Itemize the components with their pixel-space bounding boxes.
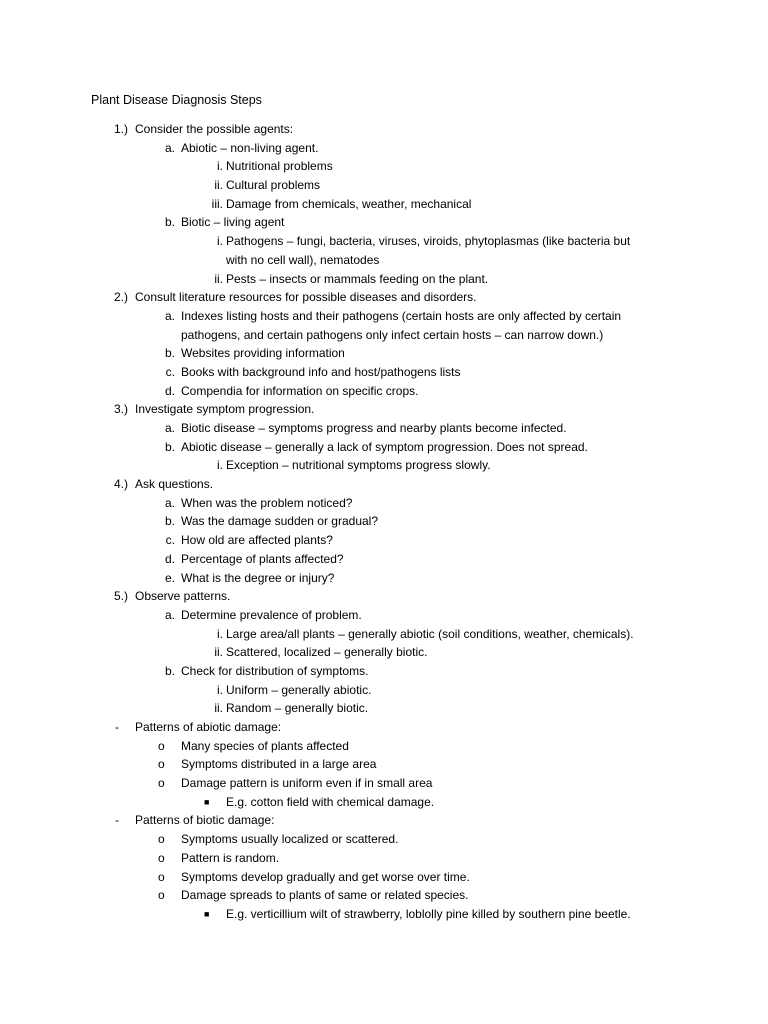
outline-item-text: What is the degree or injury? (181, 570, 335, 585)
outline-item-text: E.g. cotton field with chemical damage. (226, 794, 435, 809)
outline-item (0, 326, 768, 345)
outline-item (0, 905, 768, 924)
outline-item (0, 157, 768, 176)
outline-item (0, 251, 768, 270)
outline-item (0, 382, 768, 401)
list-marker: a. (164, 308, 175, 323)
list-marker: c. (165, 364, 175, 379)
list-marker: ii. (214, 645, 223, 660)
outline-item-text: E.g. verticillium wilt of strawberry, loblolly pine killed by southern pine beetle. (226, 906, 631, 921)
list-marker: iii. (211, 196, 223, 211)
list-marker: o (158, 888, 165, 903)
outline-item-text: Symptoms develop gradually and get worse over time. (181, 869, 470, 884)
list-marker: i. (217, 626, 223, 641)
outline-item-text: Abiotic – non-living agent. (181, 140, 319, 155)
outline-item (0, 270, 768, 289)
list-marker: 4.) (113, 477, 128, 492)
outline-list (0, 120, 768, 924)
list-marker: i. (217, 159, 223, 174)
list-marker: - (115, 720, 119, 734)
outline-item (0, 494, 768, 513)
outline-item (0, 755, 768, 774)
outline-item (0, 606, 768, 625)
outline-item (0, 120, 768, 139)
outline-item-text: Determine prevalence of problem. (181, 607, 362, 622)
outline-item-text: Large area/all plants – generally abiotic (soil conditions, weather, chemicals). (226, 626, 634, 641)
outline-item-text: Exception – nutritional symptoms progress slowly. (226, 458, 491, 473)
list-marker: a. (164, 421, 175, 435)
list-marker: b. (164, 215, 175, 230)
outline-item (0, 512, 768, 531)
outline-item-text: Compendia for information on specific crops. (181, 383, 419, 398)
outline-item-text: Symptoms usually localized or scattered. (181, 832, 399, 847)
outline-item-text: How old are affected plants? (181, 533, 333, 548)
list-marker: - (115, 813, 119, 828)
outline-item (0, 643, 768, 662)
outline-item (0, 550, 768, 569)
list-marker: o (158, 757, 165, 772)
outline-item-text: Observe patterns. (135, 589, 231, 604)
list-marker: 5.) (113, 589, 128, 604)
document-title: Plant Disease Diagnosis Steps (91, 93, 262, 107)
outline-item-text: Biotic – living agent (181, 215, 285, 230)
list-marker: a. (164, 495, 175, 510)
outline-item (0, 419, 768, 438)
outline-item (0, 849, 768, 868)
list-marker: i. (217, 234, 223, 249)
list-marker: a. (164, 140, 175, 155)
outline-item-text: Was the damage sudden or gradual? (181, 514, 379, 529)
outline-item (0, 587, 768, 606)
outline-item (0, 176, 768, 195)
list-marker: d. (164, 551, 175, 566)
outline-item-text: When was the problem noticed? (181, 495, 353, 510)
outline-item-text: Check for distribution of symptoms. (181, 663, 369, 678)
list-marker: i. (217, 458, 223, 473)
outline-item (0, 139, 768, 158)
list-marker: ■ (204, 908, 210, 919)
outline-item-text: pathogens, and certain pathogens only infect certain hosts – can narrow down.) (181, 327, 604, 342)
outline-item (0, 475, 768, 494)
outline-item (0, 681, 768, 700)
outline-item (0, 213, 768, 232)
outline-item-text: Damage spreads to plants of same or related species. (181, 888, 469, 903)
outline-item-text: Damage pattern is uniform even if in small area (181, 776, 433, 791)
list-marker: o (158, 738, 165, 753)
outline-item-text: Pests – insects or mammals feeding on the plant. (226, 271, 489, 286)
outline-item-text: Biotic disease – symptoms progress and nearby plants become infected. (181, 421, 567, 435)
list-marker: b. (164, 439, 175, 454)
list-marker: b. (164, 663, 175, 678)
outline-item (0, 868, 768, 887)
list-marker: ■ (204, 796, 210, 807)
outline-item (0, 438, 768, 457)
outline-item-text: Pathogens – fungi, bacteria, viruses, viroids, phytoplasmas (like bacteria but (226, 234, 631, 249)
outline-item (0, 307, 768, 326)
outline-item-text: Ask questions. (135, 477, 214, 492)
outline-item-text: Abiotic disease – generally a lack of symptom progression. Does not spread. (181, 439, 588, 454)
list-marker: ii. (214, 178, 223, 193)
outline-item-text: Symptoms distributed in a large area (181, 757, 377, 772)
outline-item-text: Indexes listing hosts and their pathogens (certain hosts are only affected by certain (181, 308, 622, 323)
outline-item-text: Patterns of abiotic damage: (135, 720, 282, 734)
outline-item-text: Consult literature resources for possible diseases and disorders. (135, 290, 477, 305)
list-marker: o (158, 869, 165, 884)
list-marker: e. (164, 570, 175, 585)
outline-item-text: Scattered, localized – generally biotic. (226, 645, 428, 660)
outline-item (0, 793, 768, 812)
list-marker: 2.) (113, 290, 128, 305)
list-marker: d. (164, 383, 175, 398)
list-marker: o (158, 832, 165, 847)
list-marker: a. (164, 607, 175, 622)
outline-item-text: Cultural problems (226, 178, 321, 193)
outline-item (0, 699, 768, 718)
list-marker: b. (164, 346, 175, 361)
outline-item-text: Consider the possible agents: (135, 122, 294, 136)
outline-item-text: Percentage of plants affected? (181, 551, 344, 566)
outline-item (0, 886, 768, 905)
outline-item-text: Pattern is random. (181, 850, 280, 865)
list-marker: ii. (214, 701, 223, 716)
outline-item-text: Investigate symptom progression. (135, 402, 315, 417)
outline-item-text: Uniform – generally abiotic. (226, 682, 372, 697)
outline-item-text: with no cell wall), nematodes (226, 252, 380, 267)
outline-item (0, 400, 768, 419)
outline-item (0, 232, 768, 251)
outline-item-text: Damage from chemicals, weather, mechanical (226, 196, 472, 211)
list-marker: i. (217, 682, 223, 697)
outline-item (0, 363, 768, 382)
list-marker: 3.) (113, 402, 128, 417)
outline-item (0, 531, 768, 550)
list-marker: o (158, 776, 165, 791)
outline-item (0, 195, 768, 214)
outline-item-text: Nutritional problems (226, 159, 333, 174)
outline-item (0, 662, 768, 681)
outline-item (0, 718, 768, 737)
outline-item-text: Books with background info and host/pathogens lists (181, 364, 461, 379)
list-marker: ii. (214, 271, 223, 286)
list-marker: o (158, 850, 165, 865)
outline-item (0, 344, 768, 363)
outline-item (0, 737, 768, 756)
outline-item-text: Patterns of biotic damage: (135, 813, 275, 828)
list-marker: c. (165, 533, 175, 548)
outline-item-text: Many species of plants affected (181, 738, 349, 753)
outline-item-text: Websites providing information (181, 346, 345, 361)
outline-item (0, 569, 768, 588)
outline-item (0, 288, 768, 307)
outline-item (0, 456, 768, 475)
list-marker: b. (164, 514, 175, 529)
outline-item (0, 830, 768, 849)
outline-item-text: Random – generally biotic. (226, 701, 369, 716)
outline-item (0, 774, 768, 793)
outline-item (0, 811, 768, 830)
list-marker: 1.) (113, 122, 128, 136)
outline-item (0, 625, 768, 644)
